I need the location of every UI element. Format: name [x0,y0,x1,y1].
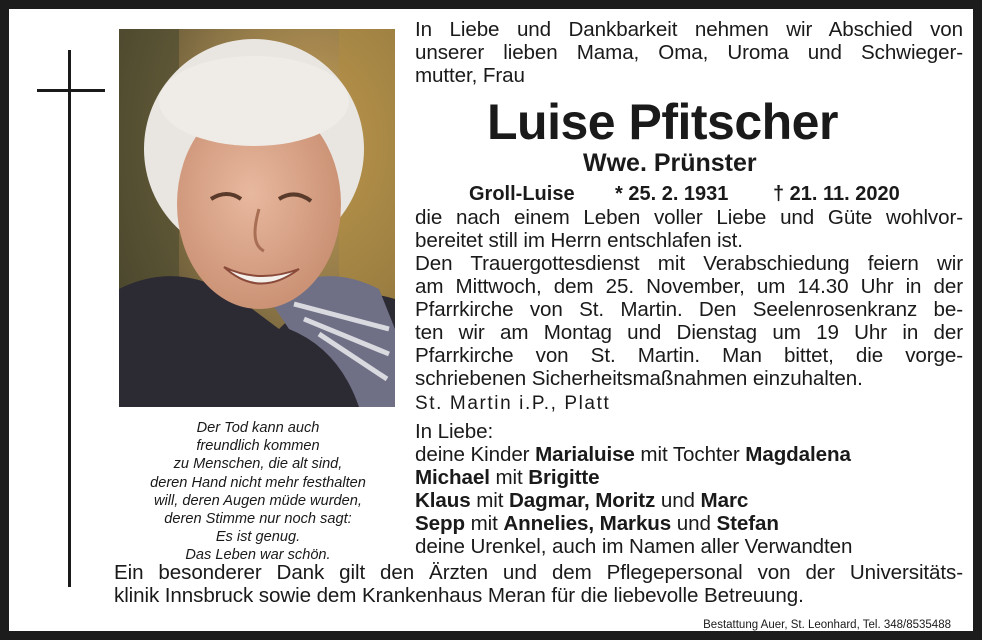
place-line: St. Martin i.P., Platt [415,393,611,414]
body-line: Den Trauergottesdienst mit Verabschiedung feiern wir [415,252,963,275]
body-line: schriebenen Sicherheitsmaßnahmen einzuhalten. [415,367,863,390]
family-line: deine Urenkel, auch im Namen aller Verwandten [415,535,853,558]
cross-icon-horizontal [37,89,105,92]
deceased-name: Luise Pfitscher [487,94,838,150]
body-line: ten wir am Montag und Dienstag um 19 Uhr in der [415,321,963,344]
body-line: am Mittwoch, dem 25. November, um 14.30 Uhr in der [415,275,963,298]
family-text: mit [464,512,504,535]
intro-line: mutter, Frau [415,64,525,87]
body-line: Pfarrkirche von St. Martin. Den Seelenrosenkranz be- [415,298,963,321]
poem-line: freundlich kommen [196,438,320,455]
family-text: mit [489,466,529,489]
family-member: Stefan [716,512,779,535]
family-text: und [655,489,701,512]
family-member: Annelies, Markus [503,512,672,535]
family-text: mit [470,489,509,512]
intro-line: In Liebe und Dankbarkeit nehmen wir Abschied von [415,18,963,41]
family-text: deine Kinder [415,443,536,466]
poem-line: deren Hand nicht mehr festhalten [150,474,366,491]
poem-line: zu Menschen, die alt sind, [173,456,343,473]
body-line: bereitet still im Herrn entschlafen ist. [415,229,743,252]
family-line [415,490,748,512]
poem [117,419,399,565]
family-member: Sepp [415,512,465,535]
body-line: Pfarrkirche von St. Martin. Man bittet, die vorge- [415,344,963,367]
family-line [415,513,779,535]
family-member: Dagmar, Moritz [509,489,656,512]
family-text: und [671,512,717,535]
poem-line: Das Leben war schön. [185,547,331,564]
family-member: Magdalena [745,443,851,466]
intro-line: unserer lieben Mama, Oma, Uroma und Schwieger- [415,41,963,64]
portrait-photo [119,29,395,407]
thanks-line: Ein besonderer Dank gilt den Ärzten und dem Pflegepersonal von der Universitäts- [114,561,963,584]
family-member: Marc [700,489,749,512]
family-member: Michael [415,466,490,489]
widow-name: Wwe. Prünster [583,149,757,177]
poem-line: Es ist genug. [215,529,301,546]
in-liebe-label: In Liebe: [415,420,494,443]
death-date: † 21. 11. 2020 [773,183,900,205]
birth-date: * 25. 2. 1931 [615,183,729,205]
funeral-home-contact: Bestattung Auer, St. Leonhard, Tel. 348/8535488 [703,619,951,631]
family-text: mit Tochter [634,443,746,466]
body-line: die nach einem Leben voller Liebe und Güte wohlvor- [415,206,963,229]
family-member: Marialuise [535,443,635,466]
poem-line: will, deren Augen müde wurden, [154,492,362,509]
family-member: Klaus [415,489,471,512]
poem-line: Der Tod kann auch [196,420,320,436]
cross-icon-vertical [68,50,71,587]
family-member: Brigitte [528,466,600,489]
nickname: Groll-Luise [469,183,575,205]
thanks-line: klinik Innsbruck sowie dem Krankenhaus Meran für die liebevolle Betreuung. [114,584,804,607]
family-line [415,444,851,466]
poem-line: deren Stimme nur noch sagt: [164,511,352,528]
family-line [415,467,600,489]
